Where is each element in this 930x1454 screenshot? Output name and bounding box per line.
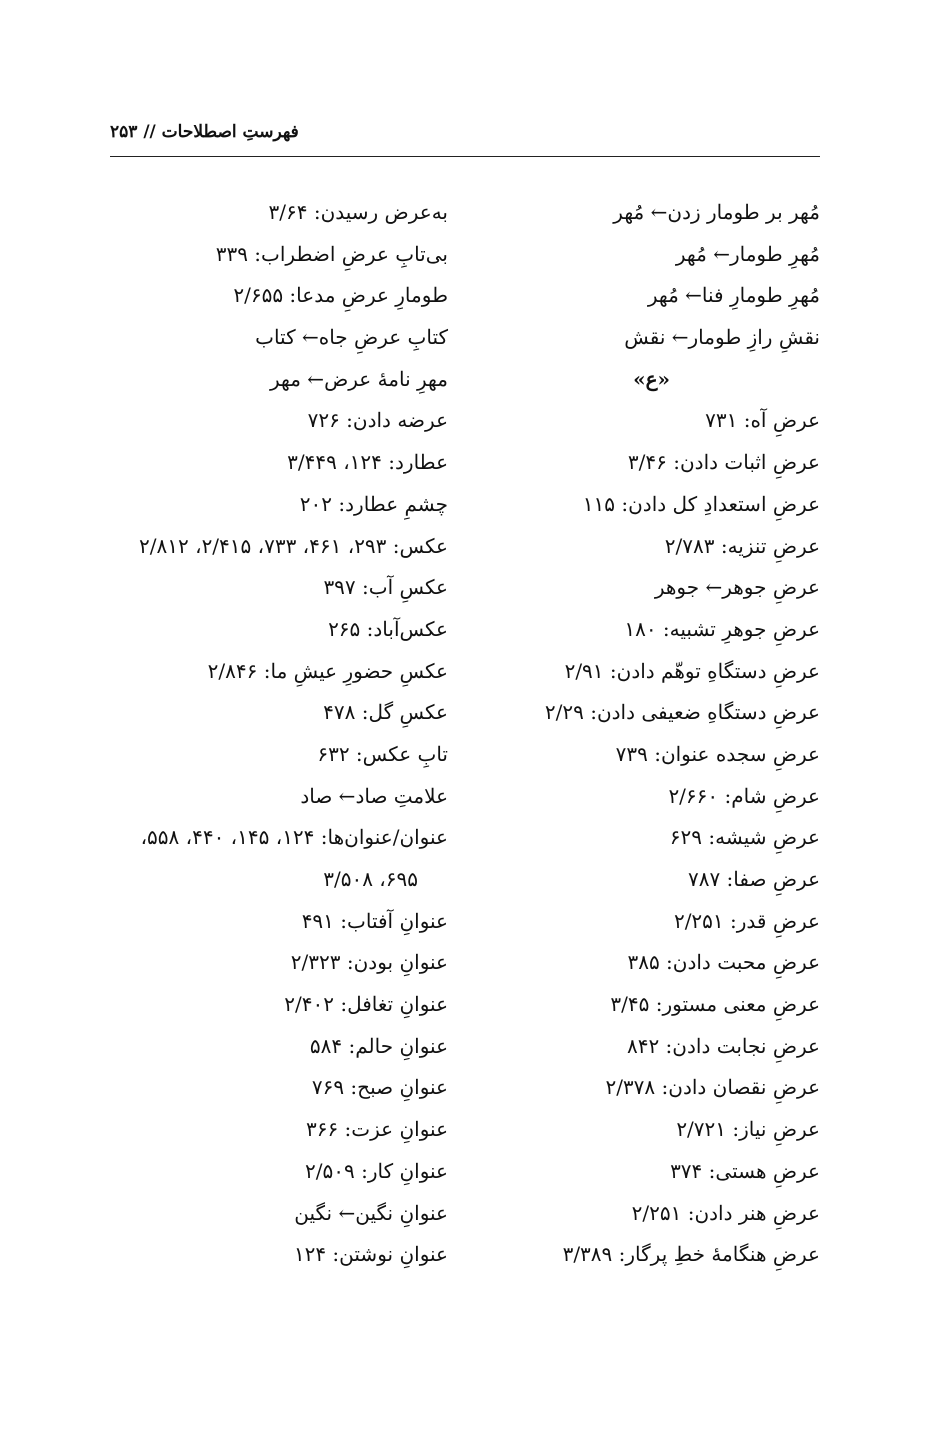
index-entry: عرضِ تنزیه: ۲/۷۸۳	[664, 533, 820, 558]
index-entry: عنوانِ حالم: ۵۸۴	[309, 1033, 448, 1058]
index-entry: چشمِ عطارد: ۲۰۲	[299, 491, 448, 516]
index-entry: تابِ عکس: ۶۳۲	[317, 741, 448, 766]
index-entry: ۶۹۵، ۳/۵۰۸	[323, 867, 418, 891]
index-entry: عکس: ۲۹۳، ۴۶۱، ۷۳۳، ۲/۴۱۵، ۲/۸۱۲	[139, 533, 448, 558]
index-entry: عکسِ آب: ۳۹۷	[323, 575, 448, 600]
index-entry: طومارِ عرضِ مدعا: ۲/۶۵۵	[233, 283, 448, 308]
index-entry: عکسِ حضورِ عیشِ ما: ۲/۸۴۶	[207, 658, 448, 683]
index-entry: عرضِ هنگامهٔ خطِ پرگار: ۳/۳۸۹	[562, 1242, 820, 1267]
index-entry: مُهرِ طومار← مُهر	[675, 241, 820, 266]
index-entry: عنوانِ عزت: ۳۶۶	[305, 1117, 448, 1142]
index-entry: عرضِ آه: ۷۳۱	[705, 408, 820, 433]
index-entry: عرضِ نقصان دادن: ۲/۳۷۸	[605, 1075, 820, 1100]
index-entry: عرضِ اثبات دادن: ۳/۴۶	[627, 450, 820, 475]
index-entry: عرضه دادن: ۷۲۶	[307, 408, 448, 433]
index-column-right	[520, 192, 820, 1276]
index-entry: عرضِ معنی مستور: ۳/۴۵	[610, 992, 820, 1017]
index-entry: نقشِ رازِ طومار← نقش	[624, 325, 820, 350]
index-entry: عرضِ استعدادِ کل دادن: ۱۱۵	[582, 491, 820, 516]
index-entry: عنوانِ صبح: ۷۶۹	[311, 1075, 448, 1100]
index-entry: عرضِ شیشه: ۶۲۹	[669, 825, 820, 850]
index-entry: مُهرِ طومارِ فنا← مُهر	[647, 283, 820, 308]
index-entry: عرضِ جوهرِ تشبیه: ۱۸۰	[624, 616, 820, 641]
index-entry: عرضِ محبت دادن: ۳۸۵	[627, 950, 820, 975]
index-entry: عرضِ سجده عنوان: ۷۳۹	[615, 741, 820, 766]
index-entry: علامتِ صاد← صاد	[300, 783, 448, 808]
index-entry: عنوانِ بودن: ۲/۳۲۳	[290, 950, 448, 975]
header-title: فهرستِ اصطلاحات // ۲۵۳	[110, 122, 299, 142]
index-entry: بی‌تابِ عرضِ اضطراب: ۳۳۹	[215, 241, 448, 266]
index-entry: عطارد: ۱۲۴، ۳/۴۴۹	[287, 450, 448, 475]
index-entry: مُهر بر طومار زدن← مُهر	[613, 200, 820, 224]
index-entry: عرضِ صفا: ۷۸۷	[687, 867, 820, 891]
index-entry: عرضِ هنر دادن: ۲/۲۵۱	[631, 1200, 820, 1225]
index-entry: عکسِ گل: ۴۷۸	[323, 700, 448, 725]
running-header	[110, 122, 820, 157]
index-entry: عرضِ نجابت دادن: ۸۴۲	[626, 1033, 820, 1058]
index-entry: عکس‌آباد: ۲۶۵	[328, 616, 448, 641]
index-entry: عرضِ جوهر← جوهر	[654, 575, 820, 600]
index-entry: مهرِ نامهٔ عرض← مهر	[269, 366, 448, 391]
index-entry: عنوانِ نوشتن: ۱۲۴	[293, 1242, 448, 1267]
index-entry: عنوانِ تغافل: ۲/۴۰۲	[284, 992, 448, 1017]
index-entry: عنوانِ کار: ۲/۵۰۹	[305, 1158, 448, 1183]
index-entry: عرضِ دستگاهِ توهّم دادن: ۲/۹۱	[564, 658, 820, 683]
index-entry: عنوانِ نگین← نگین	[294, 1200, 448, 1225]
index-column-left	[108, 192, 448, 1276]
index-entry: کتابِ عرضِ جاه← کتاب	[255, 325, 448, 350]
section-letter-heading: «ع»	[633, 366, 670, 391]
index-entry: عرضِ هستی: ۳۷۴	[670, 1158, 820, 1183]
index-entry: عرضِ دستگاهِ ضعیفی دادن: ۲/۲۹	[544, 700, 820, 725]
index-entry: عنوانِ آفتاب: ۴۹۱	[301, 908, 448, 933]
index-entry: عرضِ قدر: ۲/۲۵۱	[673, 908, 820, 933]
index-entry: عرضِ نیاز: ۲/۷۲۱	[676, 1117, 820, 1142]
index-entry: عنوان/عنوان‌ها: ۱۲۴، ۱۴۵، ۴۴۰، ۵۵۸،	[140, 825, 448, 850]
index-entry: عرضِ شام: ۲/۶۶۰	[668, 783, 820, 808]
index-entry: به‌عرض رسیدن: ۳/۶۴	[268, 200, 448, 224]
